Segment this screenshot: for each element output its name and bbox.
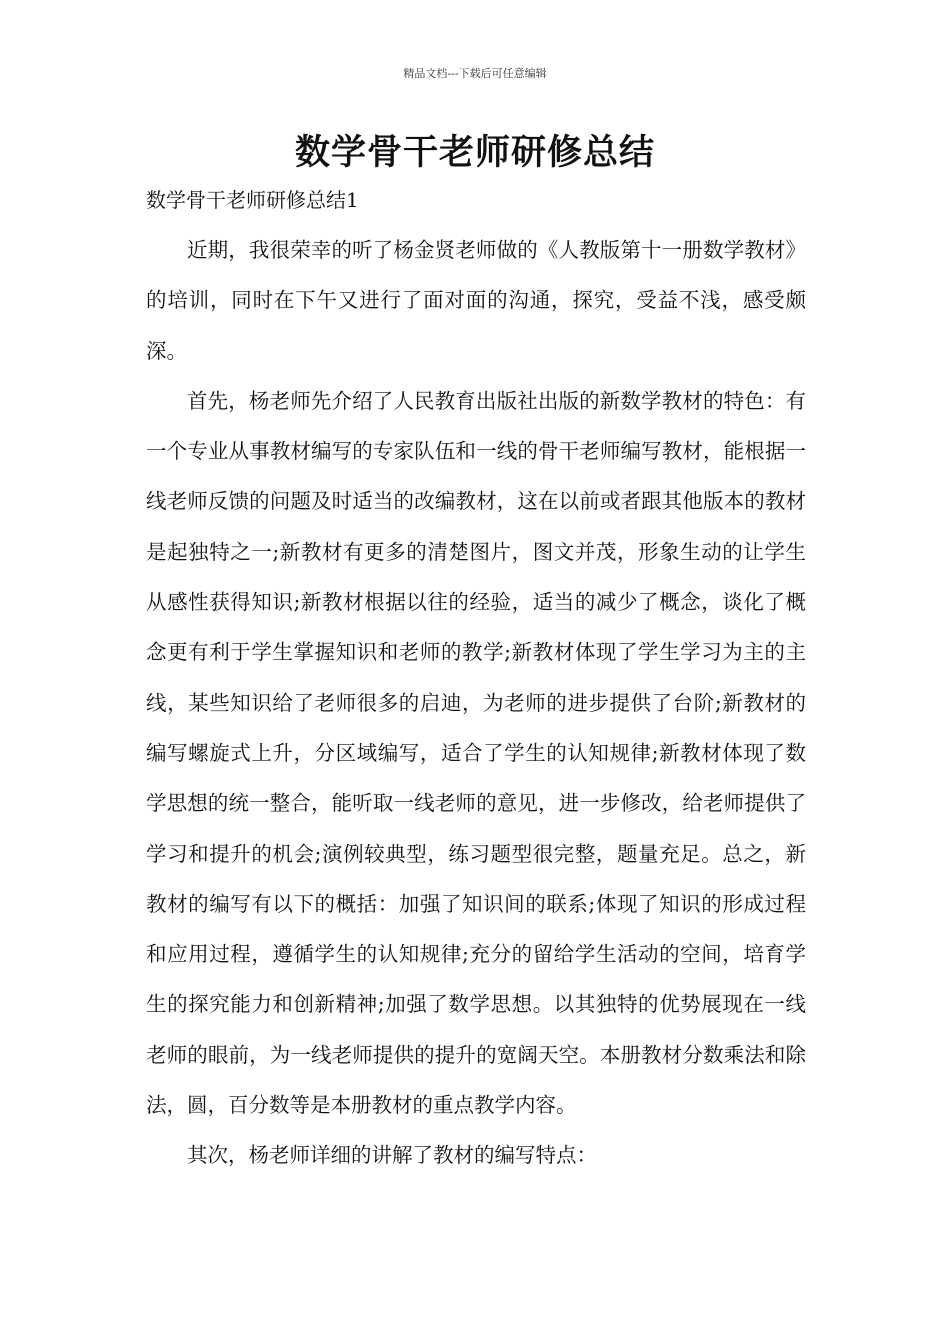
page-header-note: 精品文档---下载后可任意编辑	[403, 67, 547, 80]
document-subtitle: 数学骨干老师研修总结1	[146, 188, 359, 212]
paragraph-next: 其次，杨老师详细的讲解了教材的编写特点：	[187, 1143, 597, 1168]
document-body	[146, 225, 806, 1181]
document-title: 数学骨干老师研修总结	[294, 132, 655, 173]
paragraph-features: 首先，杨老师先介绍了人民教育出版社出版的新数学教材的特色：有一个专业从事教材编写的专家队伍和一线的骨干老师编写教材，能根据一线老师反馈的问题及时适当的改编教材，这在以前或者跟其他版本的教材是起独特之一;新教材有更多的清楚图片，图文并茂，形象生动的让学生从感性获得知识;新教材根据以往的经验，适当的减少了概念，谈化了概念更有利于学生掌握知识和老师的教学;新教材体现了学生学习为主的主线，某些知识给了老师很多的启迪，为老师的进步提供了台阶;新教材的编写螺旋式上升，分区域编写，适合了学生的认知规律;新教材体现了数学思想的统一整合，能听取一线老师的意见，进一步修改，给老师提供了学习和提升的机会;演例较典型，练习题型很完整，题量充足。总之，新教材的编写有以下的概括：加强了知识间的联系;体现了知识的形成过程和应用过程，遵循学生的认知规律;充分的留给学生活动的空间，培育学生的探究能力和创新精神;加强了数学思想。以其独特的优势展现在一线老师的眼前，为一线老师提供的提升的宽阔天空。本册教材分数乘法和除法，圆，百分数等是本册教材的重点教学内容。	[146, 388, 806, 1118]
paragraph-intro: 近期，我很荣幸的听了杨金贤老师做的《人教版第十一册数学教材》的培训，同时在下午又进行了面对面的沟通，探究，受益不浅，感受颇深。	[146, 238, 806, 363]
